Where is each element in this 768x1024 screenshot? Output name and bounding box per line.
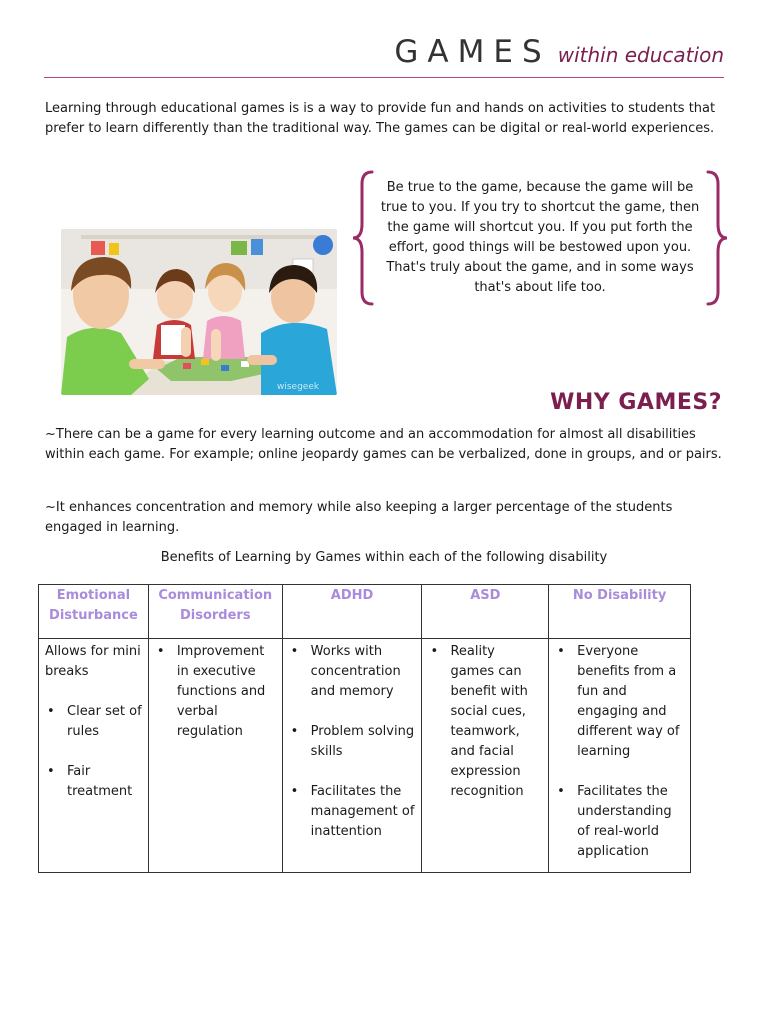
why-games-heading: WHY GAMES? xyxy=(550,390,722,415)
cell-no-disability xyxy=(549,639,691,873)
column-header-asd: ASD xyxy=(422,585,549,639)
right-curly-brace-icon xyxy=(704,168,730,308)
benefits-table xyxy=(38,584,691,873)
title-subtitle: within education xyxy=(557,43,724,67)
cell-emotional-disturbance xyxy=(39,639,149,873)
bullet-list xyxy=(289,642,416,842)
list-item: • Problem solving skills xyxy=(289,722,416,762)
cell-asd xyxy=(422,639,549,873)
cell-adhd xyxy=(282,639,422,873)
column-header-no-disability: No Disability xyxy=(549,585,691,639)
photo-watermark: wisegeek xyxy=(277,382,320,392)
left-curly-brace-icon xyxy=(350,168,376,308)
bullet-list xyxy=(45,702,142,802)
list-item: • Works with concentration and memory xyxy=(289,642,416,702)
intro-paragraph: Learning through educational games is is a way to provide fun and hands on activities to students that prefer to learn differently than the traditional way. The games can be digital or real-world experiences. xyxy=(45,101,716,136)
quote-text: Be true to the game, because the game will be true to you. If you try to shortcut the game, then the game will shortcut you. If you put forth the effort, good things will be bestowed upon you. That's truly about the game, and in some ways that's about life too. xyxy=(380,180,700,295)
cell-communication-disorders xyxy=(148,639,282,873)
table-caption: Benefits of Learning by Games within each of the following disability xyxy=(160,550,608,565)
list-item: • Clear set of rules xyxy=(45,702,142,742)
why-paragraph-2: ~It enhances concentration and memory while also keeping a larger percentage of the students engaged in learning. xyxy=(45,500,673,535)
list-item: • Fair treatment xyxy=(45,762,142,802)
column-header-communication-disorders: Communication Disorders xyxy=(148,585,282,639)
bullet-list xyxy=(555,642,684,862)
table-header-row xyxy=(39,585,691,639)
list-item: • Reality games can benefit with social cues, teamwork, and facial expression recognition xyxy=(428,642,542,802)
list-item: • Improvement in executive functions and verbal regulation xyxy=(155,642,276,742)
bullet-list xyxy=(155,642,276,742)
list-item: • Facilitates the management of inattention xyxy=(289,782,416,842)
list-item: • Facilitates the understanding of real-world application xyxy=(555,782,684,862)
page-title xyxy=(394,34,724,70)
children-playing-board-game-photo xyxy=(61,229,337,395)
page-header xyxy=(44,30,724,78)
column-header-adhd: ADHD xyxy=(282,585,422,639)
bullet-list xyxy=(428,642,542,802)
table-row xyxy=(39,639,691,873)
why-paragraph-1: ~There can be a game for every learning outcome and an accommodation for almost all disabilities within each game. For example; online jeopardy games can be verbalized, done in groups, and or pairs. xyxy=(45,427,722,462)
quote-block xyxy=(350,168,730,308)
photo-illustration xyxy=(61,229,337,395)
list-item: • Everyone benefits from a fun and engaging and different way of learning xyxy=(555,642,684,762)
column-header-emotional-disturbance: Emotional Disturbance xyxy=(39,585,149,639)
title-main: GAMES xyxy=(394,34,551,70)
cell-lead-text: Allows for mini breaks xyxy=(45,644,141,679)
